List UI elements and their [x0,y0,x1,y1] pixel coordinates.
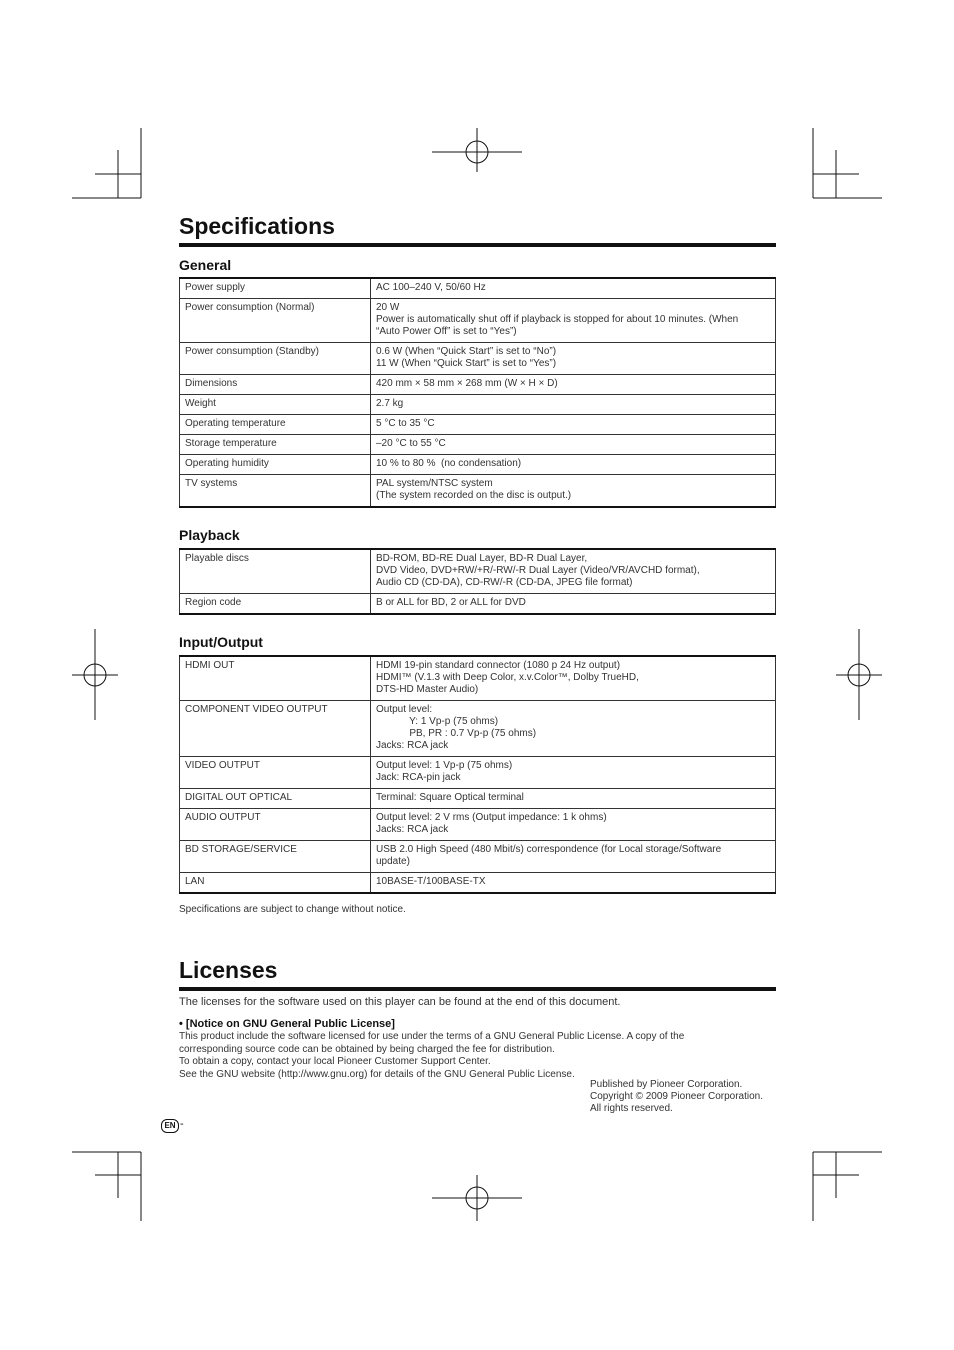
spec-key: HDMI OUT [180,656,371,701]
table-row [180,757,776,789]
spec-value [371,343,776,375]
publisher-line: Copyright © 2009 Pioneer Corporation. [590,1091,764,1102]
spec-value-line: Output level: [376,704,433,715]
spec-value-line: Power is automatically shut off if playback is stopped for about 10 minutes. (When [376,314,739,325]
publisher-line: All rights reserved. [590,1103,673,1114]
spec-key: TV systems [180,475,371,508]
spec-value [371,701,776,757]
spec-value [371,455,776,475]
spec-value-line: Jacks: RCA jack [376,824,449,835]
spec-value-line: HDMI 19-pin standard connector (1080 p 24 Hz output) [376,660,621,671]
spec-key: Power consumption (Standby) [180,343,371,375]
spec-key: Power supply [180,278,371,299]
gpl-notice-body [179,1031,776,1081]
spec-value [371,789,776,809]
table-row [180,841,776,873]
spec-value-line: 20 W [376,302,400,313]
spec-value [371,873,776,894]
spec-key: Power consumption (Normal) [180,299,371,343]
table-row [180,475,776,508]
table-row [180,343,776,375]
input-output-heading: Input/Output [179,634,263,650]
spec-value-line: –20 °C to 55 °C [376,438,446,449]
spec-value-line: DTS-HD Master Audio) [376,684,479,695]
table-row [180,299,776,343]
gpl-body-line: corresponding source code can be obtained by being charged the fee for distribution. [179,1043,555,1055]
table-row [180,873,776,894]
input-output-spec-table [179,655,776,894]
table-row [180,278,776,299]
spec-value [371,594,776,615]
spec-key: Dimensions [180,375,371,395]
spec-key: LAN [180,873,371,894]
spec-value [371,375,776,395]
spec-value-line: update) [376,856,410,867]
spec-key: BD STORAGE/SERVICE [180,841,371,873]
spec-value-line: B or ALL for BD, 2 or ALL for DVD [376,597,526,608]
spec-value-line: PB, PR : 0.7 Vp-p (75 ohms) [376,728,537,739]
gpl-notice-title: • [Notice on GNU General Public License] [179,1018,395,1030]
language-badge: EN [161,1119,179,1133]
licenses-title: Licenses [179,956,776,991]
spec-value-line: 10BASE-T/100BASE-TX [376,876,486,887]
table-row [180,809,776,841]
spec-value [371,278,776,299]
table-row [180,395,776,415]
spec-key: AUDIO OUTPUT [180,809,371,841]
spec-value-line: HDMI™ (V.1.3 with Deep Color, x.v.Color™, Dolby TrueHD, [376,672,639,683]
spec-key: Storage temperature [180,435,371,455]
specifications-title: Specifications [179,212,776,247]
spec-value-line: Audio CD (CD-DA), CD-RW/-R (CD-DA, JPEG file format) [376,577,633,588]
playback-spec-table [179,548,776,615]
spec-value [371,415,776,435]
table-row [180,455,776,475]
spec-value-line: Y: 1 Vp-p (75 ohms) [376,716,499,727]
spec-value-line: “Auto Power Off” is set to “Yes”) [376,326,517,337]
spec-value-line: (The system recorded on the disc is output.) [376,490,572,501]
table-row [180,415,776,435]
table-row [180,594,776,615]
spec-key: Operating humidity [180,455,371,475]
publisher-line: Published by Pioneer Corporation. [590,1079,743,1090]
spec-value-line: Jack: RCA-pin jack [376,772,461,783]
spec-value [371,299,776,343]
gpl-body-line: See the GNU website (http://www.gnu.org) for details of the GNU General Public License. [179,1068,575,1080]
table-row [180,789,776,809]
spec-value [371,841,776,873]
spec-value [371,475,776,508]
gpl-body-line: To obtain a copy, contact your local Pioneer Customer Support Center. [179,1056,491,1067]
spec-value-line: BD-ROM, BD-RE Dual Layer, BD-R Dual Layer, [376,553,588,564]
spec-value [371,395,776,415]
spec-value-line: 420 mm × 58 mm × 268 mm (W × H × D) [376,378,558,389]
spec-value-line: 0.6 W (When “Quick Start” is set to “No”) [376,346,557,357]
spec-key: Operating temperature [180,415,371,435]
spec-value-line: 10 % to 80 % (no condensation) [376,458,522,469]
spec-value-line: Jacks: RCA jack [376,740,449,751]
table-row [180,435,776,455]
spec-value-line: 2.7 kg [376,398,404,409]
spec-value-line: Output level: 1 Vp-p (75 ohms) [376,760,513,771]
spec-key: Playable discs [180,549,371,594]
general-heading: General [179,257,232,273]
spec-value [371,549,776,594]
spec-value-line: AC 100–240 V, 50/60 Hz [376,282,486,293]
table-row [180,549,776,594]
spec-value-line: Terminal: Square Optical terminal [376,792,524,803]
general-spec-table [179,277,776,508]
spec-value [371,435,776,455]
spec-value-line: Output level: 2 V rms (Output impedance: 1 k ohms) [376,812,607,823]
gpl-body-line: This product include the software licensed for use under the terms of a GNU General Public License. A copy of the [179,1031,685,1042]
spec-value-line: PAL system/NTSC system [376,478,493,489]
spec-key: COMPONENT VIDEO OUTPUT [180,701,371,757]
licenses-intro: The licenses for the software used on this player can be found at the end of this document. [179,996,621,1008]
spec-key: VIDEO OUTPUT [180,757,371,789]
spec-value [371,656,776,701]
page-number-dash: - [180,1118,184,1130]
spec-key: DIGITAL OUT OPTICAL [180,789,371,809]
spec-change-notice: Specifications are subject to change without notice. [179,904,406,915]
spec-key: Weight [180,395,371,415]
spec-key: Region code [180,594,371,615]
spec-value-line: 5 °C to 35 °C [376,418,435,429]
playback-heading: Playback [179,527,240,543]
spec-value [371,757,776,789]
spec-value [371,809,776,841]
spec-value-line: DVD Video, DVD+RW/+R/-RW/-R Dual Layer (Video/VR/AVCHD format), [376,565,700,576]
table-row [180,375,776,395]
table-row [180,656,776,701]
spec-value-line: USB 2.0 High Speed (480 Mbit/s) correspondence (for Local storage/Software [376,844,722,855]
publisher-info [590,1079,763,1115]
table-row [180,701,776,757]
page-content [179,212,776,1081]
spec-value-line: 11 W (When “Quick Start” is set to “Yes”) [376,358,557,369]
